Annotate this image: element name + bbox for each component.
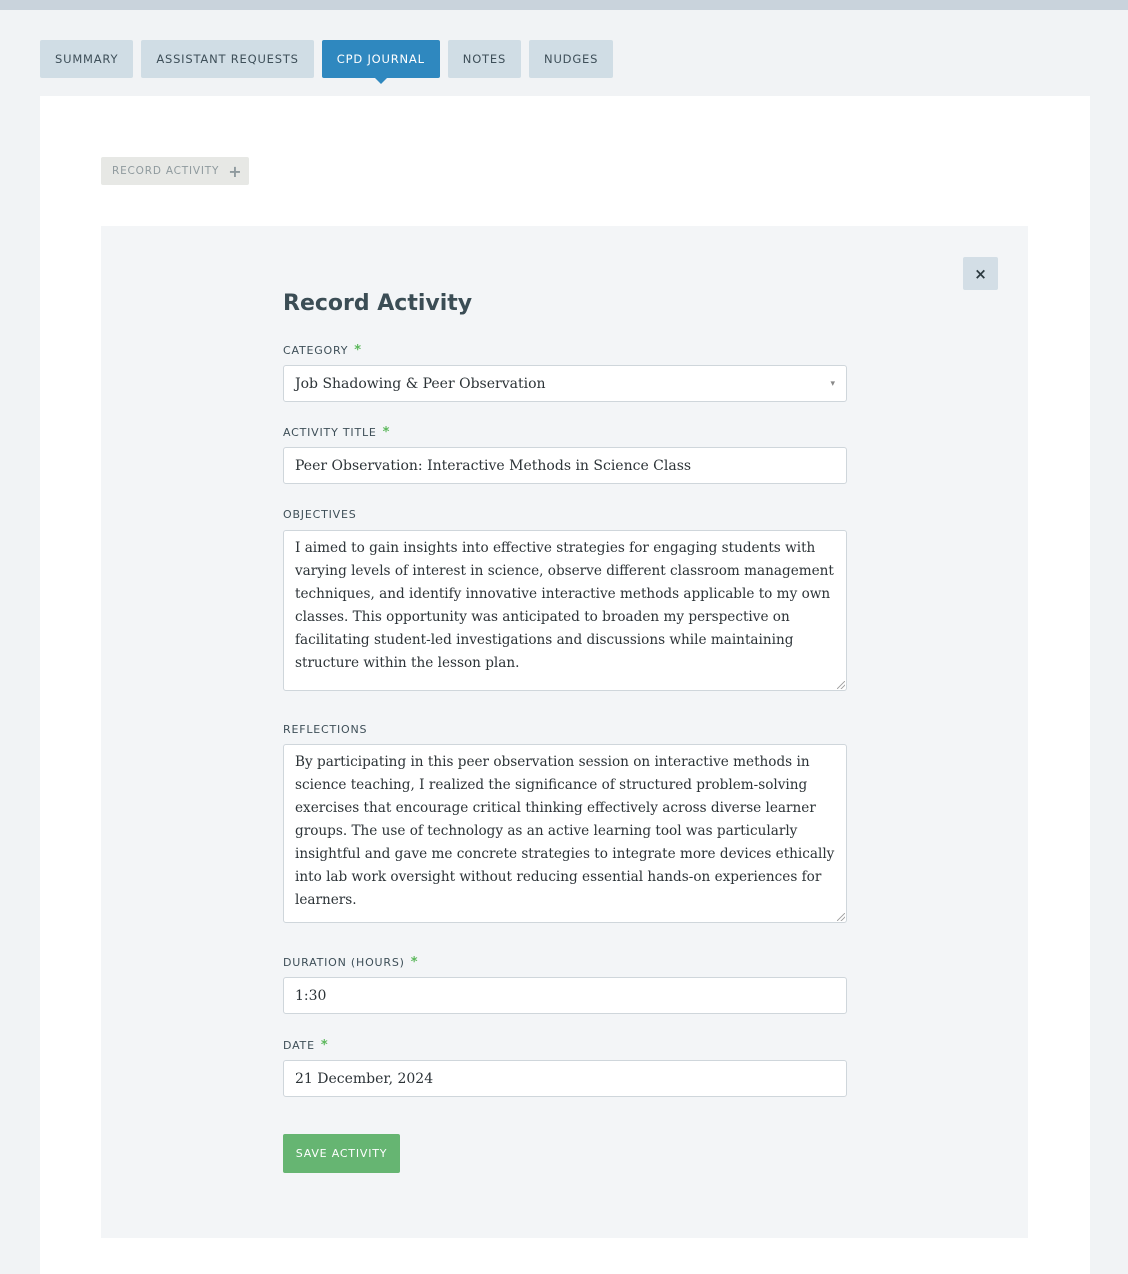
close-button[interactable] <box>963 257 998 290</box>
category-label: CATEGORY * <box>283 343 362 358</box>
resize-handle[interactable] <box>837 681 845 689</box>
close-icon: × <box>974 264 987 283</box>
date-value: 21 December, 2024 <box>295 1070 434 1087</box>
save-activity-button[interactable] <box>283 1134 400 1173</box>
duration-label: DURATION (HOURS) * <box>283 955 419 970</box>
record-activity-panel <box>101 226 1028 1238</box>
reflections-value: By participating in this peer observation session on interactive methods in science teaching, I realized the significance of structured problem-solving exercises that encourage critical thinking effectively across diverse learner groups. The use of technology as an active learning tool was particularly insightful and gave me concrete strategies to integrate more devices ethically into lab work oversight without reducing essential hands-on experiences for learners. <box>295 754 835 908</box>
category-value: Job Shadowing & Peer Observation <box>295 375 546 392</box>
required-marker: * <box>354 343 362 358</box>
tab-notes[interactable]: NOTES <box>448 40 521 78</box>
record-activity-button[interactable] <box>101 157 249 185</box>
required-marker: * <box>410 955 419 970</box>
save-activity-label: SAVE ACTIVITY <box>295 1147 388 1160</box>
resize-handle[interactable] <box>837 913 845 921</box>
duration-value: 1:30 <box>295 987 327 1004</box>
record-activity-label: RECORD ACTIVITY <box>112 165 220 177</box>
objectives-value: I aimed to gain insights into effective strategies for engaging students with varying levels of interest in science, observe different classroom management techniques, and identify innovative interactive methods applicable to my own classes. This opportunity was anticipated to broaden my perspective on facilitating student-led investigations and discussions while maintaining structure within the lesson plan. <box>295 540 834 671</box>
date-label: DATE * <box>283 1038 329 1053</box>
activity-title-label: ACTIVITY TITLE * <box>283 425 391 440</box>
activity-title-value: Peer Observation: Interactive Methods in Science Class <box>295 457 692 474</box>
tab-summary[interactable]: SUMMARY <box>40 40 133 78</box>
reflections-label: REFLECTIONS <box>283 723 368 736</box>
tab-assistant-requests[interactable]: ASSISTANT REQUESTS <box>141 40 313 78</box>
activity-title-input[interactable] <box>283 447 847 484</box>
content-card <box>40 96 1090 1274</box>
top-strip <box>0 0 1128 10</box>
plus-icon: + <box>228 161 243 181</box>
objectives-label: OBJECTIVES <box>283 508 357 521</box>
form-title: Record Activity <box>283 291 473 316</box>
category-select[interactable] <box>283 365 847 402</box>
required-marker: * <box>320 1038 329 1053</box>
objectives-textarea[interactable] <box>283 530 847 691</box>
duration-input[interactable] <box>283 977 847 1014</box>
chevron-down-icon: ▾ <box>830 378 835 389</box>
tab-cpd-journal[interactable]: CPD JOURNAL <box>322 40 440 78</box>
tab-nudges[interactable]: NUDGES <box>529 40 613 78</box>
required-marker: * <box>382 425 391 440</box>
date-input[interactable] <box>283 1060 847 1097</box>
reflections-textarea[interactable] <box>283 744 847 923</box>
tab-bar <box>40 40 613 78</box>
